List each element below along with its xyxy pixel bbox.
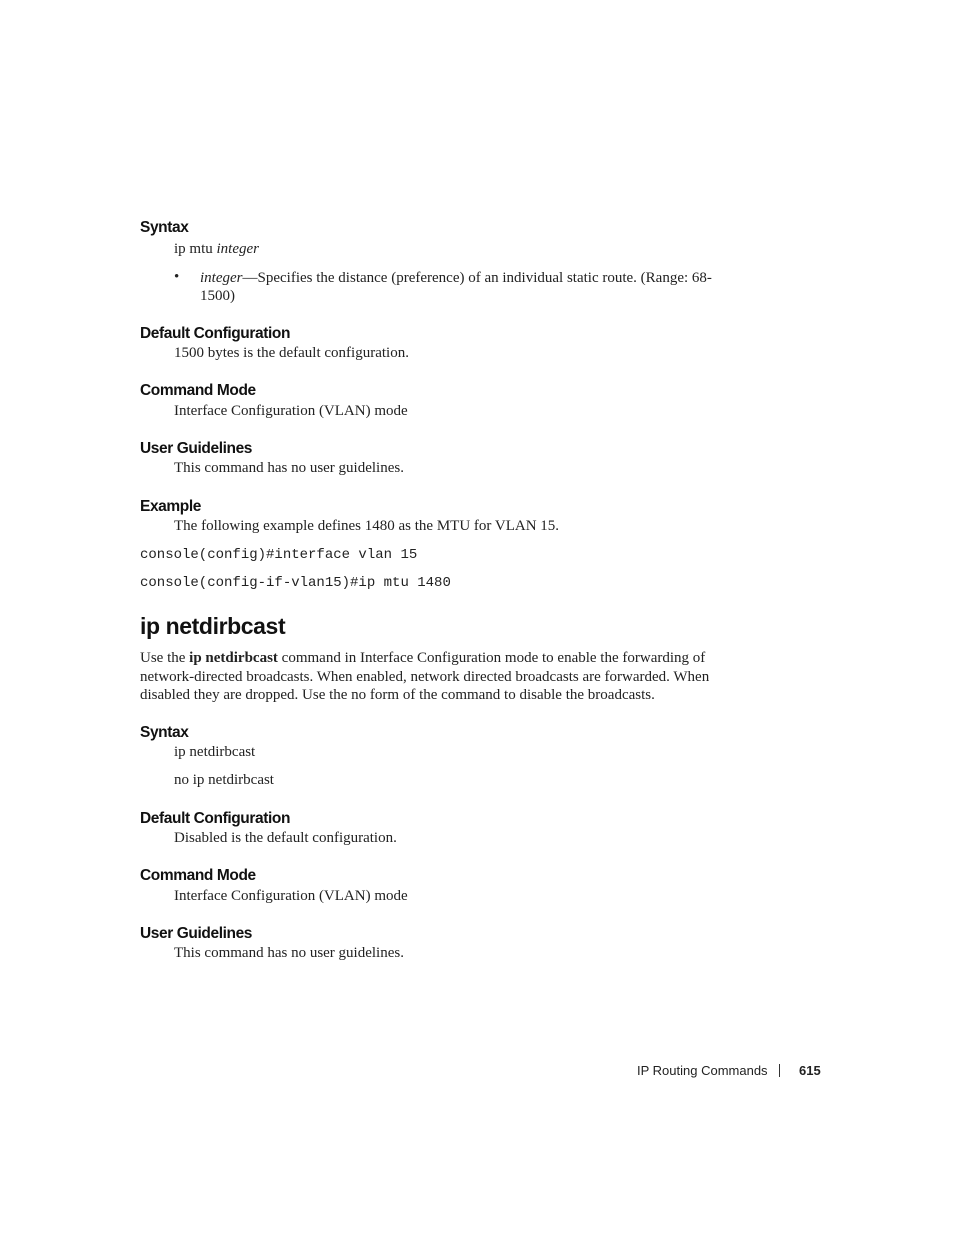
- bullet-icon: •: [174, 269, 180, 285]
- syntax-line: ip netdirbcast: [174, 744, 256, 760]
- syntax-heading: Syntax: [140, 219, 189, 236]
- parameter-text: —Specifies the distance (preference) of an individual static route. (Range: 68-1500): [200, 270, 712, 304]
- code-line: console(config-if-vlan15)#ip mtu 1480: [140, 575, 451, 591]
- syntax-parameter: integer: [216, 241, 260, 257]
- example-heading: Example: [140, 498, 201, 515]
- syntax-command: ip mtu: [174, 241, 213, 257]
- user-guidelines-heading: User Guidelines: [140, 925, 253, 942]
- user-guidelines-text: This command has no user guidelines.: [174, 945, 404, 961]
- code-line: console(config)#interface vlan 15: [140, 547, 418, 563]
- default-config-heading: Default Configuration: [140, 810, 291, 827]
- intro-prefix: Use the: [140, 650, 190, 666]
- footer-separator: [779, 1064, 780, 1077]
- command-mode-text: Interface Configuration (VLAN) mode: [174, 403, 408, 419]
- default-config-heading: Default Configuration: [140, 325, 291, 342]
- example-text: The following example defines 1480 as the MTU for VLAN 15.: [174, 518, 560, 534]
- syntax-line: no ip netdirbcast: [174, 772, 274, 788]
- intro-text: command in Interface Configuration mode to enable the forwarding of network-directed broadcasts. When enabled, network directed broadcasts are forwarded. When disabled they are dropped. Use the no form of the command to disable the broadcasts.: [140, 650, 710, 703]
- default-config-text: 1500 bytes is the default configuration.: [174, 345, 409, 361]
- user-guidelines-heading: User Guidelines: [140, 440, 253, 457]
- command-mode-heading: Command Mode: [140, 382, 256, 399]
- parameter-description: [200, 269, 740, 305]
- command-mode-heading: Command Mode: [140, 867, 256, 884]
- default-config-text: Disabled is the default configuration.: [174, 830, 397, 846]
- command-intro: [140, 649, 740, 705]
- footer-chapter: IP Routing Commands: [637, 1063, 768, 1078]
- page-number: 615: [799, 1063, 821, 1078]
- intro-command: ip netdirbcast: [189, 650, 278, 666]
- command-title: ip netdirbcast: [140, 613, 286, 639]
- syntax-line: [174, 241, 259, 258]
- parameter-name: integer: [200, 270, 243, 286]
- user-guidelines-text: This command has no user guidelines.: [174, 460, 404, 476]
- command-mode-text: Interface Configuration (VLAN) mode: [174, 888, 408, 904]
- syntax-heading: Syntax: [140, 724, 189, 741]
